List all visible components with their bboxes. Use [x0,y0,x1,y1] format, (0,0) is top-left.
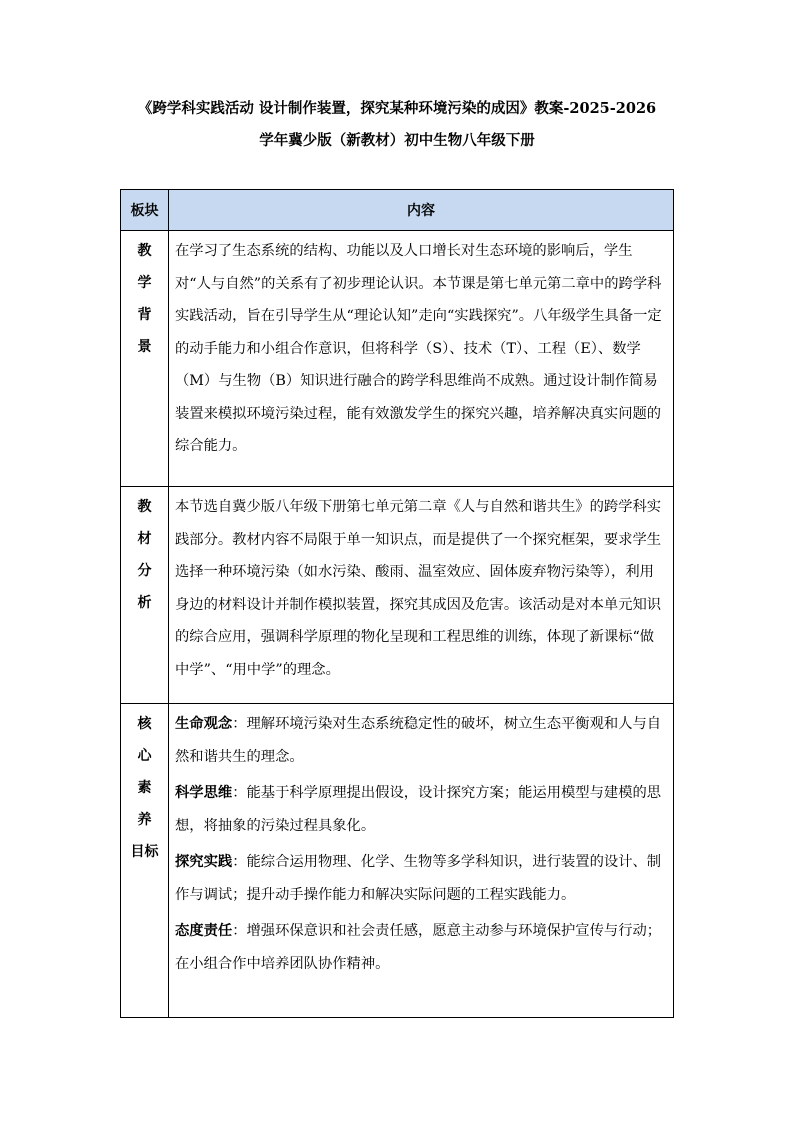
title-line-2: 学年冀少版（新教材）初中生物八年级下册 [259,132,535,149]
row-content [169,231,674,487]
label-char: 心 [137,748,152,764]
goal-text: ：理解环境污染对生态系统稳定性的破坏，树立生态平衡观和人与自然和谐共生的理念。 [175,716,662,765]
goal-text: ：能基于科学原理提出假设，设计探究方案；能运用模型与建模的思想，将抽象的污染过程具象化。 [175,785,662,834]
label-char: 背 [137,307,152,323]
row-label [121,487,169,704]
goal-heading: 态度责任 [175,923,233,939]
row-label [121,704,169,1018]
label-char: 学 [137,275,152,291]
row-content [169,704,674,1018]
row-content [169,487,674,704]
paragraph-text: 本节选自冀少版八年级下册第七单元第二章《人与自然和谐共生》的跨学科实践部分。教材内容不局限于单一知识点，而是提供了一个探究框架，要求学生选择一种环境污染（如水污染、酸雨、温室效应、固体废弃物污染等），利用身边的材料设计并制作模拟装置，探究其成因及危害。该活动是对本单元知识的综合应用，强调科学原理的物化呈现和工程思维的训练，体现了新课标“做中学”、“用中学”的理念。 [175,499,662,678]
label-char: 养 [137,812,152,828]
header-content: 内容 [169,190,674,231]
label-char: 教 [137,499,152,515]
table-row-textbook-analysis [121,487,674,704]
label-char: 景 [137,339,152,355]
label-char: 目标 [130,844,159,860]
goal-text: ：增强环保意识和社会责任感，愿意主动参与环境保护宣传与行动；在小组合作中培养团队协作精神。 [175,923,662,972]
table-row-teaching-background [121,231,674,487]
document-title [100,93,694,157]
label-char: 析 [137,595,152,611]
label-char: 材 [137,531,152,547]
label-char: 核 [137,716,152,732]
goal-life-concept [175,708,667,773]
row-label [121,231,169,487]
label-char: 分 [137,563,152,579]
goal-text: ：能综合运用物理、化学、生物等多学科知识，进行装置的设计、制作与调试；提升动手操作能力和解决实际问题的工程实践能力。 [175,854,662,903]
goal-heading: 科学思维 [175,785,233,801]
label-char: 素 [137,780,152,796]
goal-attitude-responsibility [175,915,667,980]
table-row-core-literacy-goals [121,704,674,1018]
title-line-1: 《跨学科实践活动 设计制作装置，探究某种环境污染的成因》教案-2025-2026 [137,100,657,117]
lesson-plan-table [120,189,674,1018]
goal-heading: 生命观念 [175,716,233,732]
goal-scientific-thinking [175,777,667,842]
goal-heading: 探究实践 [175,854,233,870]
label-char: 教 [137,243,152,259]
goal-inquiry-practice [175,846,667,911]
header-section: 板块 [121,190,169,231]
paragraph-text: 在学习了生态系统的结构、功能以及人口增长对生态环境的影响后，学生对“人与自然”的关系有了初步理论认识。本节课是第七单元第二章中的跨学科实践活动，旨在引导学生从“理论认知”走向“实践探究”。八年级学生具备一定的动手能力和小组合作意识，但将科学（S）、技术（T）、工程（E）、数学（M）与生物（B）知识进行融合的跨学科思维尚不成熟。通过设计制作简易装置来模拟环境污染过程，能有效激发学生的探究兴趣，培养解决真实问题的综合能力。 [175,243,662,454]
table-header-row [121,190,674,231]
